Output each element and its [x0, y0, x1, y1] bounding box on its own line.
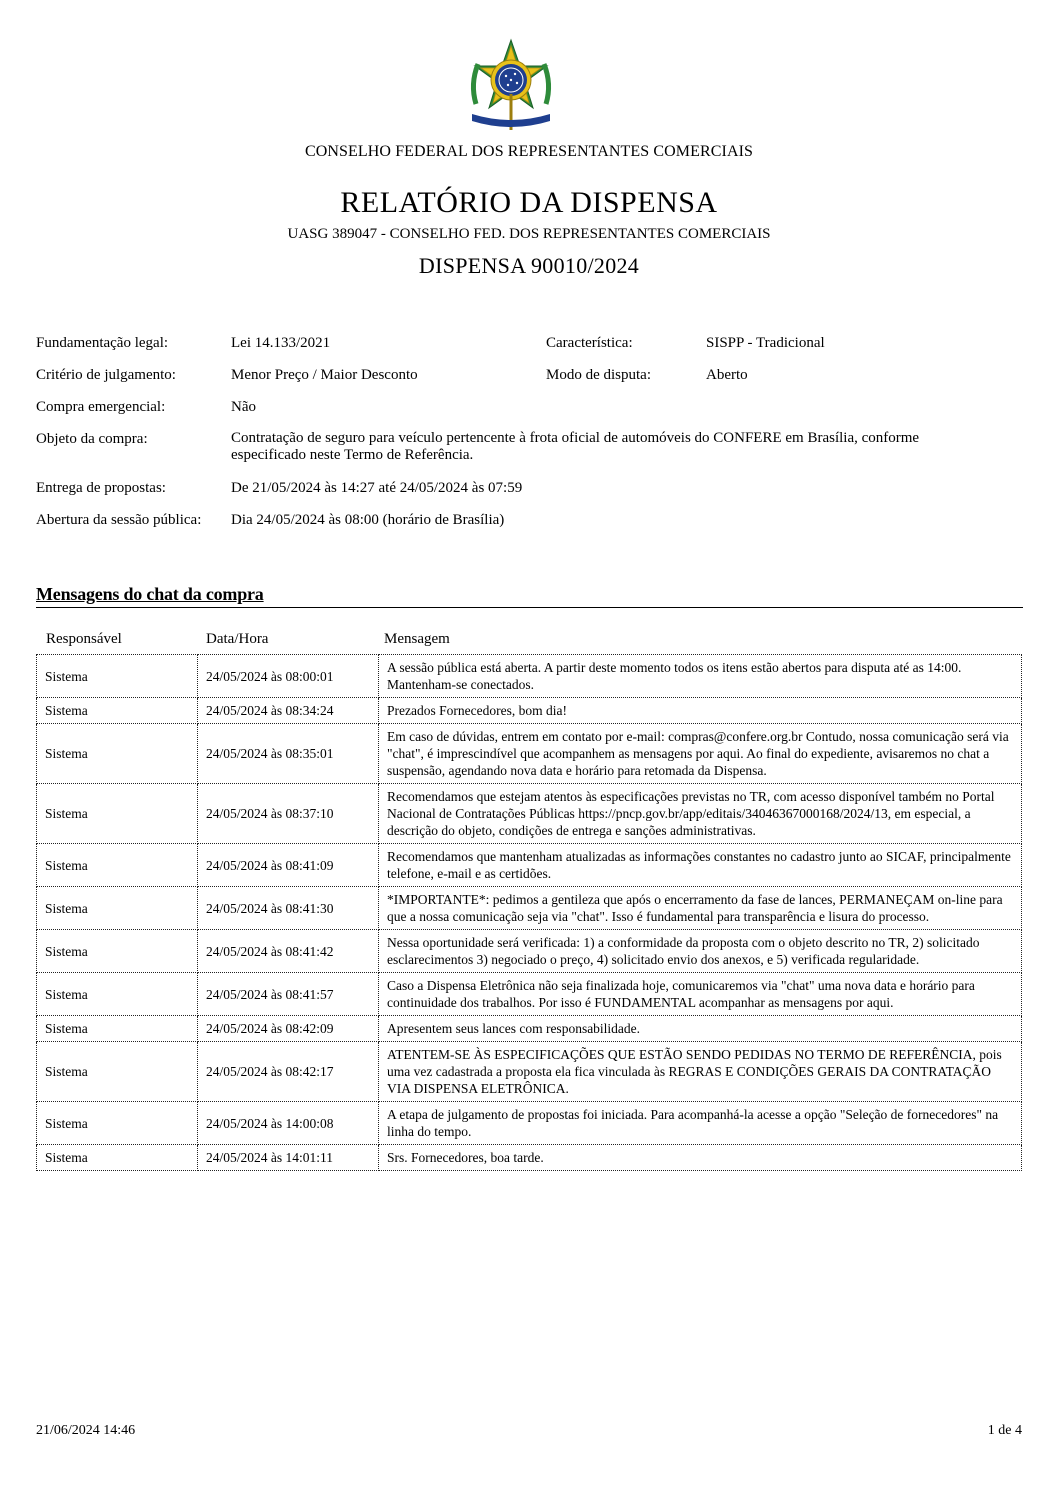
responsavel-cell: Sistema: [37, 1145, 198, 1171]
abertura-value: Dia 24/05/2024 às 08:00 (horário de Brasília): [231, 512, 505, 528]
responsavel-cell: Sistema: [37, 1016, 198, 1042]
mensagem-cell: Prezados Fornecedores, bom dia!: [379, 698, 1022, 724]
coat-of-arms-icon: [464, 34, 558, 134]
mensagem-cell: *IMPORTANTE*: pedimos a gentileza que após o encerramento da fase de lances, PERMANEÇAM on-line para que a nossa comunicação seja via "chat". Isso é fundamental para transparência e lisura do processo.: [379, 887, 1022, 930]
mensagem-cell: Srs. Fornecedores, boa tarde.: [379, 1145, 1022, 1171]
datahora-cell: 24/05/2024 às 08:41:30: [198, 887, 379, 930]
datahora-cell: 24/05/2024 às 08:00:01: [198, 655, 379, 698]
abertura-label: Abertura da sessão pública:: [36, 512, 202, 528]
datahora-cell: 24/05/2024 às 08:41:42: [198, 930, 379, 973]
footer-printed-at: 21/06/2024 14:46: [36, 1423, 136, 1438]
objeto-label: Objeto da compra:: [36, 431, 148, 447]
modo-disputa-value: Aberto: [706, 367, 748, 383]
mensagem-cell: A etapa de julgamento de propostas foi iniciada. Para acompanhá-la acesse a opção "Seleção de fornecedores" na linha do tempo.: [379, 1102, 1022, 1145]
column-header-datahora: Data/Hora: [206, 631, 269, 647]
responsavel-cell: Sistema: [37, 1042, 198, 1102]
table-row: [37, 1016, 1022, 1042]
datahora-cell: 24/05/2024 às 08:37:10: [198, 784, 379, 844]
responsavel-cell: Sistema: [37, 887, 198, 930]
responsavel-cell: Sistema: [37, 1102, 198, 1145]
mensagem-cell: Em caso de dúvidas, entrem em contato por e-mail: compras@confere.org.br Contudo, nossa comunicação será via "chat", é imprescindível que acompanhem as mensagens por aqui. Ao final do expediente, avisaremos no chat a suspensão, agendando nova data e horário para retomada da Dispensa.: [379, 724, 1022, 784]
organization-name: CONSELHO FEDERAL DOS REPRESENTANTES COMERCIAIS: [304, 143, 754, 160]
report-title: RELATÓRIO DA DISPENSA: [340, 186, 718, 219]
fundamentacao-label: Fundamentação legal:: [36, 335, 169, 351]
criterio-label: Critério de julgamento:: [36, 367, 176, 383]
mensagem-cell: Nessa oportunidade será verificada: 1) a conformidade da proposta com o objeto descrito no TR, 2) solicitado esclarecimentos 3) negociado o preço, 4) solicitado envio dos anexos, e 5) verificada regularidade.: [379, 930, 1022, 973]
mensagem-cell: Recomendamos que mantenham atualizadas as informações constantes no cadastro junto ao SICAF, principalmente telefone, e-mail e as certidões.: [379, 844, 1022, 887]
chat-messages-table: [36, 654, 1022, 1171]
table-row: [37, 887, 1022, 930]
responsavel-cell: Sistema: [37, 698, 198, 724]
table-row: [37, 655, 1022, 698]
table-row: [37, 1145, 1022, 1171]
datahora-cell: 24/05/2024 às 08:42:17: [198, 1042, 379, 1102]
mensagem-cell: Apresentem seus lances com responsabilidade.: [379, 1016, 1022, 1042]
column-header-responsavel: Responsável: [46, 631, 122, 647]
mensagem-cell: Caso a Dispensa Eletrônica não seja finalizada hoje, comunicaremos via "chat" uma nova data e horário para continuidade dos trabalhos. Por isso é FUNDAMENTAL acompanhar as mensagens por aqui.: [379, 973, 1022, 1016]
responsavel-cell: Sistema: [37, 973, 198, 1016]
section-divider: [36, 607, 1023, 608]
datahora-cell: 24/05/2024 às 14:00:08: [198, 1102, 379, 1145]
datahora-cell: 24/05/2024 às 14:01:11: [198, 1145, 379, 1171]
table-row: [37, 784, 1022, 844]
uasg-line: UASG 389047 - CONSELHO FED. DOS REPRESENTANTES COMERCIAIS: [287, 226, 771, 242]
modo-disputa-label: Modo de disputa:: [546, 367, 651, 383]
entrega-label: Entrega de propostas:: [36, 480, 166, 496]
mensagem-cell: ATENTEM-SE ÀS ESPECIFICAÇÕES QUE ESTÃO SENDO PEDIDAS NO TERMO DE REFERÊNCIA, pois uma vez cadastrada a proposta ela fica vinculada às REGRAS E CONDIÇÕES GERAIS DA CONTRATAÇÃO VIA DISPENSA ELETRÔNICA.: [379, 1042, 1022, 1102]
criterio-value: Menor Preço / Maior Desconto: [231, 367, 418, 383]
datahora-cell: 24/05/2024 às 08:34:24: [198, 698, 379, 724]
dispensa-number: DISPENSA 90010/2024: [418, 253, 640, 278]
table-row: [37, 973, 1022, 1016]
datahora-cell: 24/05/2024 às 08:41:09: [198, 844, 379, 887]
objeto-value: Contratação de seguro para veículo pertencente à frota oficial de automóveis do CONFERE em Brasília, conforme especificado neste Termo de Referência.: [231, 430, 920, 463]
table-row: [37, 930, 1022, 973]
column-header-mensagem: Mensagem: [384, 631, 450, 647]
datahora-cell: 24/05/2024 às 08:35:01: [198, 724, 379, 784]
table-row: [37, 724, 1022, 784]
footer-page-number: 1 de 4: [987, 1423, 1022, 1438]
table-row: [37, 1042, 1022, 1102]
table-row: [37, 698, 1022, 724]
mensagem-cell: A sessão pública está aberta. A partir deste momento todos os itens estão abertos para disputa até as 14:00. Mantenham-se conectados.: [379, 655, 1022, 698]
responsavel-cell: Sistema: [37, 724, 198, 784]
responsavel-cell: Sistema: [37, 655, 198, 698]
table-row: [37, 844, 1022, 887]
datahora-cell: 24/05/2024 às 08:41:57: [198, 973, 379, 1016]
responsavel-cell: Sistema: [37, 784, 198, 844]
datahora-cell: 24/05/2024 às 08:42:09: [198, 1016, 379, 1042]
caracteristica-value: SISPP - Tradicional: [706, 335, 825, 351]
emergencial-value: Não: [231, 399, 256, 415]
responsavel-cell: Sistema: [37, 844, 198, 887]
responsavel-cell: Sistema: [37, 930, 198, 973]
emergencial-label: Compra emergencial:: [36, 399, 166, 415]
chat-section-title: Mensagens do chat da compra: [36, 584, 264, 604]
mensagem-cell: Recomendamos que estejam atentos às especificações previstas no TR, com acesso disponível também no Portal Nacional de Contratações Públicas https://pncp.gov.br/app/editais/34046367000168/2024/13, em especial, a descrição do objeto, condições de entrega e sanções administrativas.: [379, 784, 1022, 844]
caracteristica-label: Característica:: [546, 335, 633, 351]
table-row: [37, 1102, 1022, 1145]
fundamentacao-value: Lei 14.133/2021: [231, 335, 331, 351]
entrega-value: De 21/05/2024 às 14:27 até 24/05/2024 às 07:59: [231, 480, 523, 496]
